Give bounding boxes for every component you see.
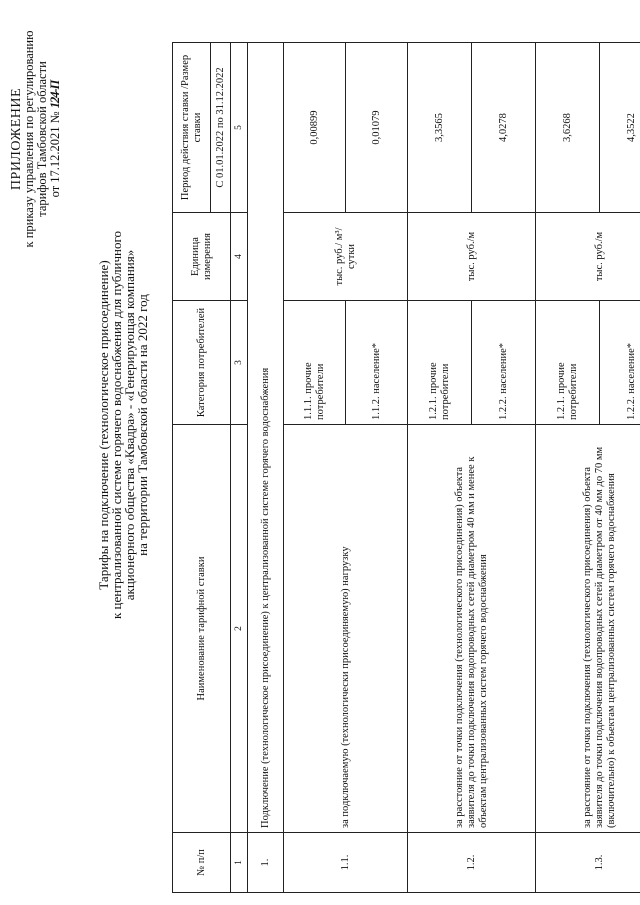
section-title: Подключение (технологическое присоединение) к централизованной системе горячего водоснабжения [248, 43, 284, 833]
order-number-handwritten: 124-П [48, 80, 62, 109]
row-category: 1.1.2. население* [346, 301, 408, 425]
document-title [97, 195, 149, 655]
row-name: за подключаемую (технологически присоединяемую) нагрузку [284, 425, 408, 833]
tariff-table [172, 42, 640, 893]
row-category: 1.1.1. прочие потребители [284, 301, 346, 425]
row-value: 4,0278 [472, 43, 536, 213]
appendix-title: ПРИЛОЖЕНИЕ [9, 87, 24, 191]
row-value: 0,00899 [284, 43, 346, 213]
header-category: Категория потребителей [173, 301, 231, 425]
row-unit: тыс. руб./ м³/сутки [284, 213, 408, 301]
appendix-line-3: тарифов Тамбовской области [35, 61, 49, 217]
row-value: 0,01079 [346, 43, 408, 213]
row-unit: тыс. руб./м [408, 213, 536, 301]
row-num: 1.1. [284, 833, 408, 893]
order-date: от 17.12.2021 № [48, 111, 62, 198]
header-period-range: С 01.01.2022 по 31.12.2022 [211, 43, 231, 213]
row-category: 1.2.2. население* [472, 301, 536, 425]
header-row [173, 43, 211, 893]
title-line-2: к централизованной системе горячего водоснабжения для публичного [109, 230, 124, 620]
table-row [408, 43, 472, 893]
table-row [536, 43, 600, 893]
row-category: 1.2.1. прочие потребители [408, 301, 472, 425]
row-category: 1.2.1. прочие потребители [536, 301, 600, 425]
row-category: 1.2.2. население* [600, 301, 640, 425]
table-row [284, 43, 346, 893]
appendix-line-2: к приказу управления по регулированию [22, 30, 36, 248]
column-number-row [231, 43, 248, 893]
title-line-3: акционерного общества «Квадра» - «Генерирующая компания» [122, 249, 137, 601]
col-number-1: 1 [231, 833, 248, 893]
header-unit: Единица измерения [173, 213, 231, 301]
title-line-1: Тарифы на подключение (технологическое присоединение) [96, 260, 111, 590]
row-num: 1.3. [536, 833, 640, 893]
col-number-3: 3 [231, 301, 248, 425]
row-num: 1.2. [408, 833, 536, 893]
row-value: 3,3565 [408, 43, 472, 213]
col-number-5: 5 [231, 43, 248, 213]
row-value: 3,6268 [536, 43, 600, 213]
header-period: Период действия ставки /Размер ставки [173, 43, 211, 213]
header-num: № п/п [173, 833, 231, 893]
row-value: 4,3522 [600, 43, 640, 213]
section-row [248, 43, 284, 893]
row-name: за расстояние от точки подключения (технологического присоединения) объекта заявителя до точки подключения водопроводных сетей диаметром от 40 мм до 70 мм (включительно) к объектам централизованных систем горячего водоснабжения [536, 425, 640, 833]
appendix-header [10, 19, 62, 259]
row-unit: тыс. руб./м [536, 213, 640, 301]
title-line-4: на территории Тамбовской области на 2022 год [135, 294, 150, 556]
col-number-2: 2 [231, 425, 248, 833]
row-name: за расстояние от точки подключения (технологического присоединения) объекта заявителя до точки подключения водопроводных сетей диаметром 40 мм и менее к объектам централизованных систем горячего водоснабжения [408, 425, 536, 833]
col-number-4: 4 [231, 213, 248, 301]
appendix-line-4 [49, 19, 62, 259]
header-name: Наименование тарифной ставки [173, 425, 231, 833]
section-num: 1. [248, 833, 284, 893]
